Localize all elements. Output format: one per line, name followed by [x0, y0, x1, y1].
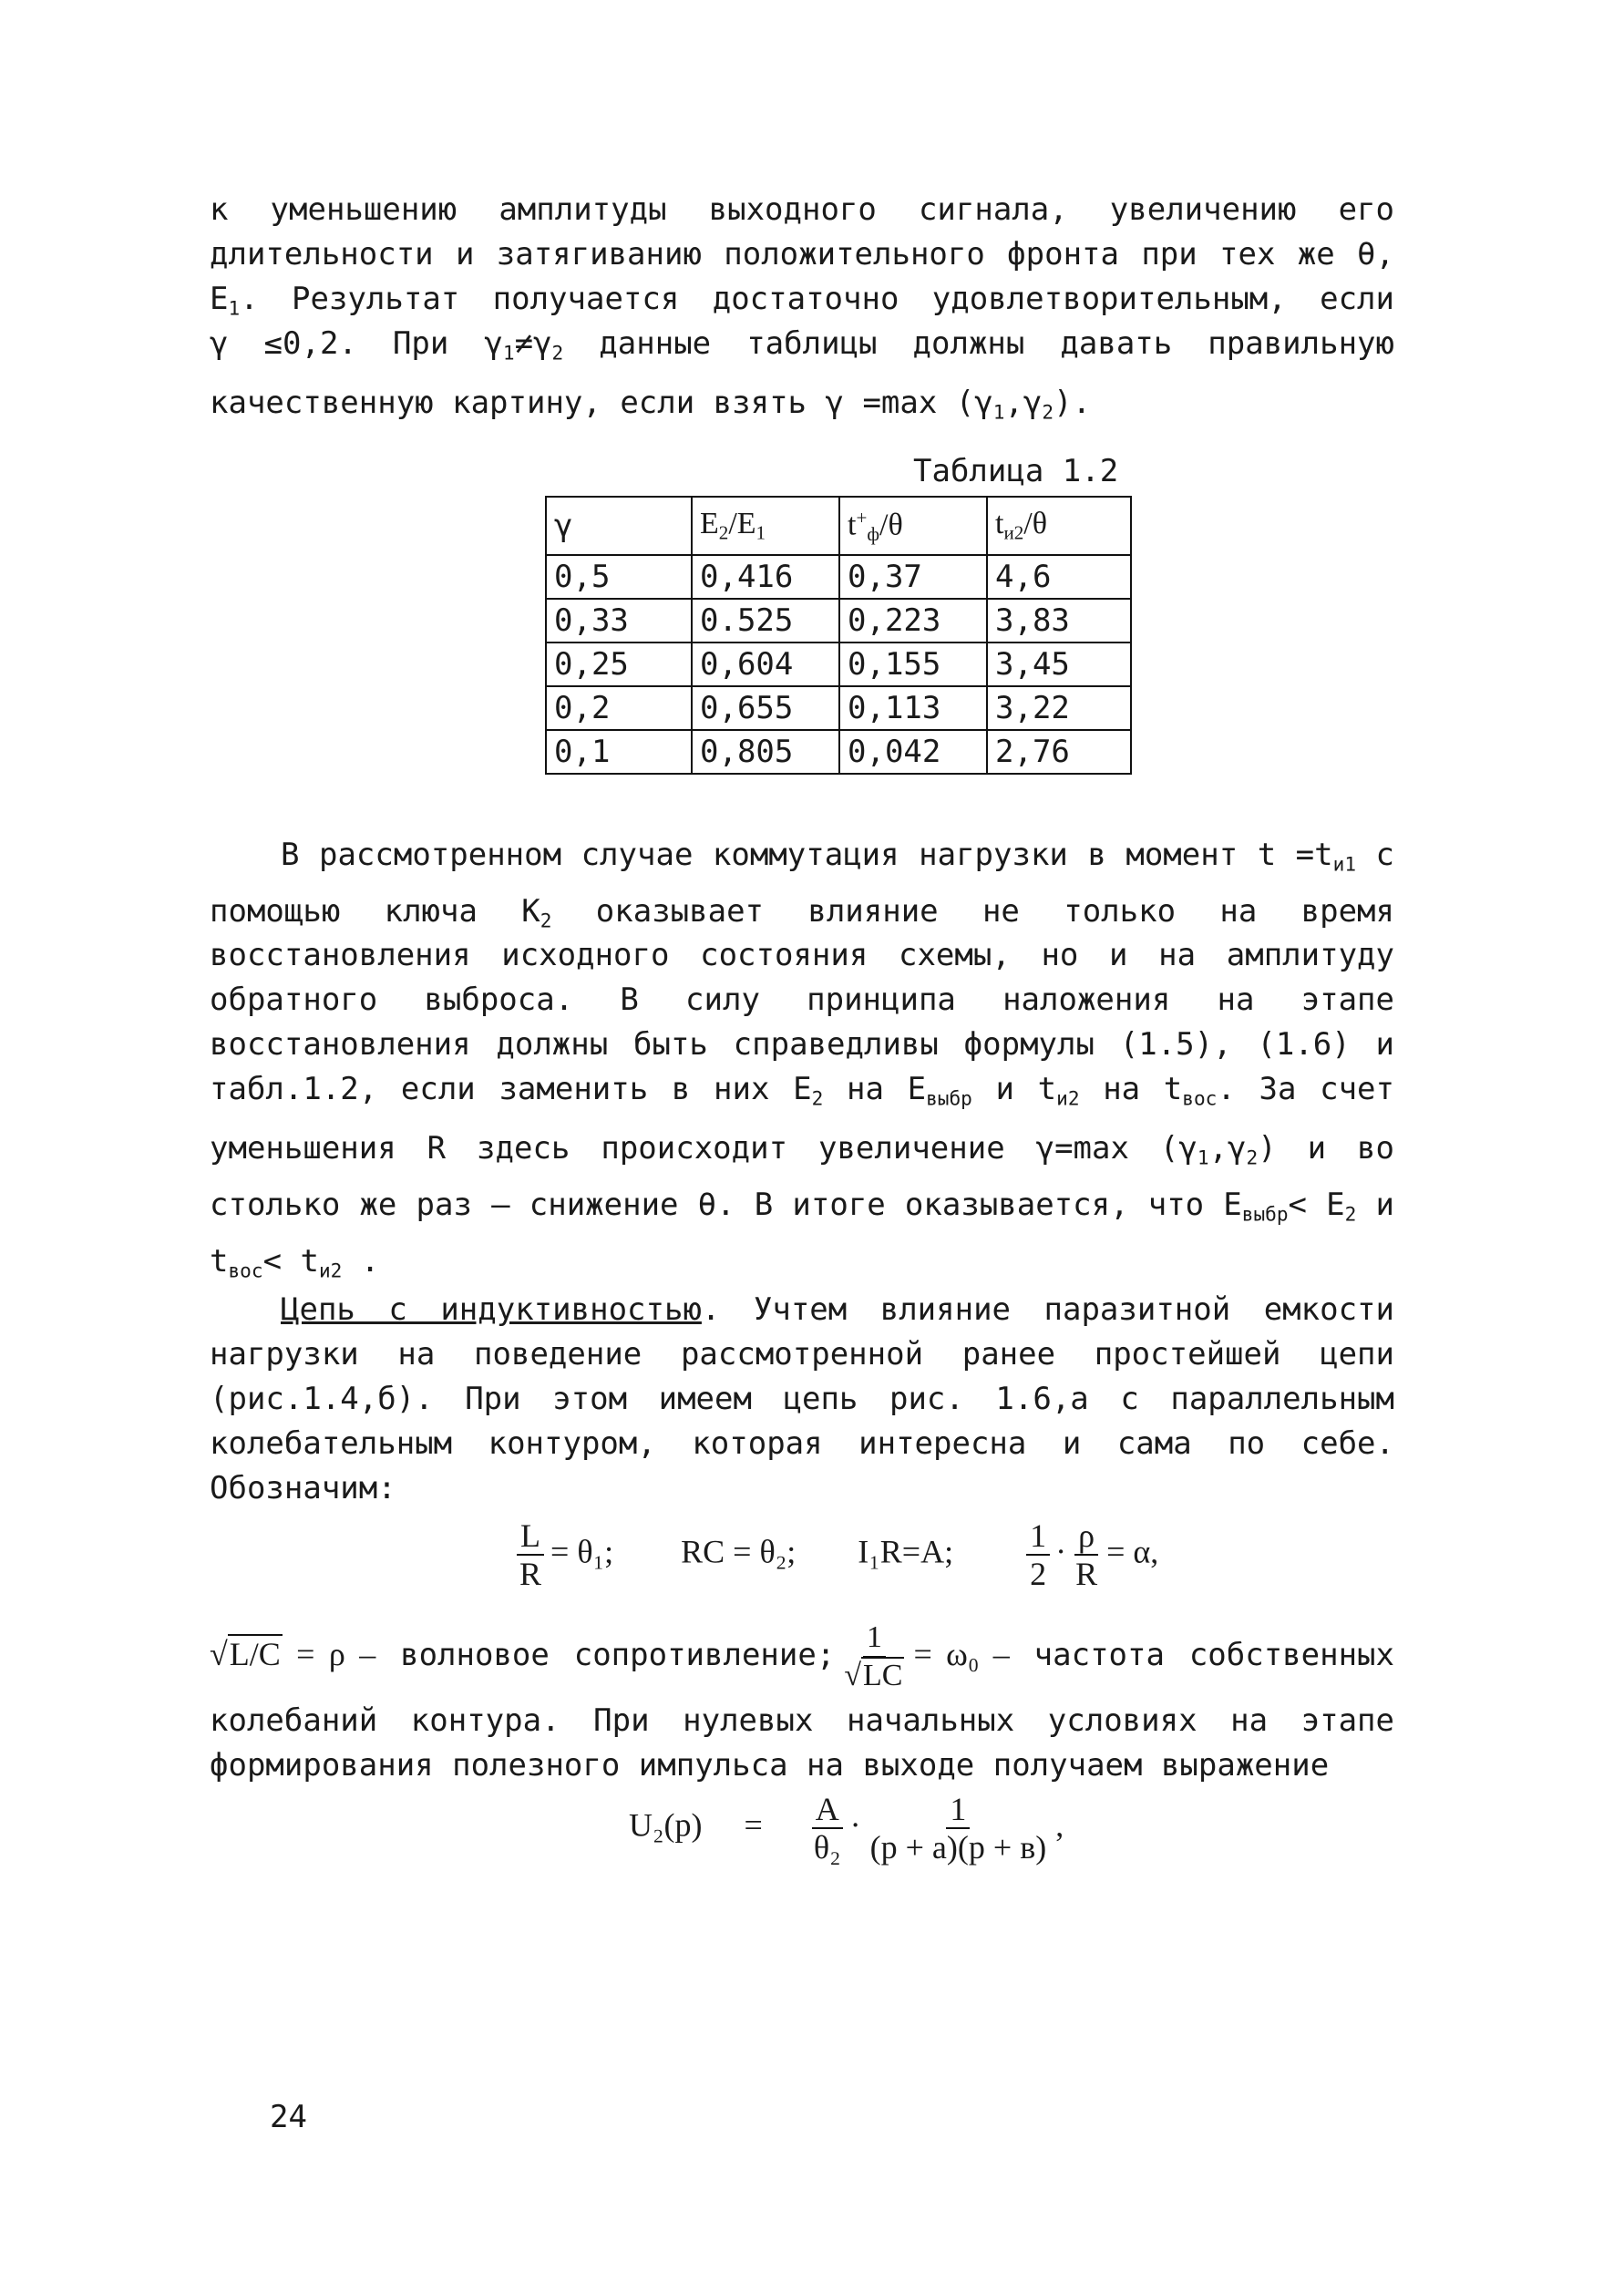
text-fragment: ).	[1054, 385, 1092, 421]
table-cell: 0,113	[839, 686, 987, 730]
formula-output: U₂(p) = $\frac{A}{\text{θ₂}}$ · $\frac{1}{(p + a)(p + в)}$ ,	[629, 1791, 1064, 1866]
text-fragment: волновое сопротивление;	[375, 1637, 836, 1673]
header-e2-e1: $E_2/E_1$	[692, 497, 839, 555]
subscript: 2	[540, 909, 552, 932]
text-fragment: оказывает влияние не только на время	[551, 893, 1394, 930]
text-line: Обозначим:	[210, 1470, 396, 1506]
fraction: $\frac{\rho}{R}$	[1075, 1517, 1098, 1592]
page-number: 24	[270, 2099, 307, 2135]
table-cell: 0,042	[839, 730, 987, 774]
text-fragment: .	[342, 1243, 380, 1280]
text-line	[210, 1288, 1394, 1331]
formula-text: = α,	[1106, 1533, 1159, 1570]
table-cell: 0,416	[692, 555, 839, 599]
text-fragment: E	[210, 281, 229, 317]
text-line	[210, 1067, 1394, 1120]
text-fragment: уменьшения R здесь происходит увеличение γ=max (γ	[210, 1130, 1197, 1167]
text-fragment: t	[210, 1243, 229, 1280]
fraction: $\frac{L}{R}$	[516, 1517, 545, 1592]
table-row	[546, 599, 1131, 643]
header-gamma: γ	[546, 497, 692, 555]
table-cell: 0,604	[692, 643, 839, 686]
text-fragment: на E	[823, 1071, 927, 1107]
text-fragment: табл.1.2, если заменить в них E	[210, 1071, 812, 1107]
text-line	[210, 833, 1394, 886]
text-fragment: частота собственных	[1009, 1637, 1394, 1673]
text-line: колебаний контура. При нулевых начальных условиях на этапе	[210, 1702, 1394, 1739]
table-cell: 0,655	[692, 686, 839, 730]
table-cell: 0,1	[546, 730, 692, 774]
fraction: $\frac{1}{√LC}$	[844, 1619, 903, 1692]
section-heading: Цепь с индуктивностью	[281, 1291, 702, 1328]
text-line	[210, 1126, 1394, 1179]
data-table	[545, 496, 1132, 775]
text-line	[210, 1618, 1394, 1694]
table-cell: 0,25	[546, 643, 692, 686]
subscript: 2	[1042, 400, 1054, 424]
text-fragment: на t	[1079, 1071, 1183, 1107]
subscript: выбр	[926, 1086, 972, 1110]
text-fragment: . Результат получается достаточно удовлетворительным, если	[240, 281, 1394, 317]
table-cell: 0,805	[692, 730, 839, 774]
table-cell: 0.525	[692, 599, 839, 643]
text-fragment: γ ≤0,2. При γ	[210, 325, 503, 362]
text-fragment: < E	[1288, 1187, 1345, 1223]
subscript: и2	[318, 1259, 343, 1282]
table-row	[546, 686, 1131, 730]
formula-text: ,	[1055, 1806, 1064, 1844]
table-row	[546, 555, 1131, 599]
subscript: выбр	[1241, 1202, 1289, 1226]
table-header-row	[546, 497, 1131, 555]
text-fragment: и	[1356, 1187, 1394, 1223]
formula-text: = ω₀ –	[913, 1636, 1010, 1672]
table-cell: 0,223	[839, 599, 987, 643]
table-row	[546, 730, 1131, 774]
table-cell: 3,83	[987, 599, 1131, 643]
subscript: 1	[502, 341, 515, 365]
subscript: 2	[1246, 1146, 1259, 1169]
table-cell: 0,33	[546, 599, 692, 643]
text-line	[210, 322, 1394, 375]
subscript: и2	[1056, 1086, 1080, 1110]
text-line	[210, 1183, 1394, 1236]
text-line	[210, 1239, 1394, 1292]
text-fragment: . За счет	[1217, 1071, 1394, 1107]
subscript: 2	[1344, 1202, 1357, 1226]
text-fragment: столько же раз – снижение θ. В итоге оказывается, что E	[210, 1187, 1242, 1223]
table-cell: 0,5	[546, 555, 692, 599]
fraction: $\frac{1}{2}$	[1026, 1517, 1050, 1592]
formula-text: =	[744, 1806, 763, 1844]
text-line: колебательным контуром, которая интересна и сама по себе.	[210, 1425, 1394, 1462]
text-line: (рис.1.4,б). При этом имеем цепь рис. 1.6,а с параллельным	[210, 1381, 1394, 1417]
table-cell: 0,37	[839, 555, 987, 599]
table-cell: 2,76	[987, 730, 1131, 774]
text-fragment: с	[1356, 837, 1394, 873]
subscript: 2	[811, 1086, 824, 1110]
table-cell: 0,155	[839, 643, 987, 686]
table-cell: 3,22	[987, 686, 1131, 730]
formula-definitions: $\frac{L}{R}$ = θ₁; RC = θ₂; I₁R=A; $\frac{1}{2}$ · $\frac{\rho}{R}$ = α,	[510, 1517, 1158, 1592]
formula-text: I₁R=A;	[858, 1533, 954, 1570]
text-fragment: В рассмотренном случае коммутация нагрузки в момент t =t	[281, 837, 1333, 873]
subscript: 1	[228, 296, 241, 320]
table-caption: Таблица 1.2	[913, 453, 1119, 489]
fraction: $\frac{1}{(p + a)(p + в)}$	[869, 1791, 1047, 1866]
subscript: 1	[1197, 1146, 1209, 1169]
text-line: длительности и затягиванию положительного фронта при тех же θ,	[210, 236, 1394, 272]
text-line: формирования полезного импульса на выходе получаем выражение	[210, 1747, 1330, 1784]
text-fragment: помощью ключа K	[210, 893, 540, 930]
formula-text: √L/C = ρ –	[210, 1636, 376, 1672]
formula-text: RC = θ₂;	[681, 1533, 797, 1570]
table-row	[546, 643, 1131, 686]
formula-text: = θ₁;	[550, 1533, 614, 1570]
text-fragment: качественную картину, если взять γ =max (γ	[210, 385, 993, 421]
text-fragment: ≠γ	[514, 325, 552, 362]
subscript: вос	[1182, 1086, 1218, 1110]
header-ti2-theta: $t_{и2}/\theta$	[987, 497, 1131, 555]
table-cell: 4,6	[987, 555, 1131, 599]
subscript: вос	[228, 1259, 263, 1282]
table-cell: 0,2	[546, 686, 692, 730]
text-line: восстановления исходного состояния схемы, но и на амплитуду	[210, 937, 1394, 973]
text-line: обратного выброса. В силу принципа наложения на этапе	[210, 982, 1394, 1018]
fraction: $\frac{A}{\text{θ₂}}$	[810, 1791, 845, 1866]
text-line: нагрузки на поведение рассмотренной ранее простейшей цепи	[210, 1336, 1394, 1372]
text-line: к уменьшению амплитуды выходного сигнала, увеличению его	[210, 191, 1394, 228]
text-line	[210, 381, 1394, 434]
header-tf-theta: $t^+_ф/\theta$	[839, 497, 987, 555]
formula-text: U₂(p)	[629, 1806, 703, 1844]
text-line: восстановления должны быть справедливы формулы (1.5), (1.6) и	[210, 1026, 1394, 1063]
subscript: и1	[1332, 852, 1357, 876]
text-fragment: ,γ	[1004, 385, 1043, 421]
subscript: 2	[551, 341, 564, 365]
table-cell: 3,45	[987, 643, 1131, 686]
subscript: 1	[992, 400, 1005, 424]
text-fragment: данные таблицы должны давать правильную	[563, 325, 1394, 362]
text-fragment: ) и во	[1258, 1130, 1394, 1167]
text-fragment: < t	[262, 1243, 319, 1280]
text-fragment: . Учтем влияние паразитной емкости	[701, 1291, 1394, 1328]
text-fragment: и t	[971, 1071, 1057, 1107]
text-fragment: ,γ	[1208, 1130, 1247, 1167]
